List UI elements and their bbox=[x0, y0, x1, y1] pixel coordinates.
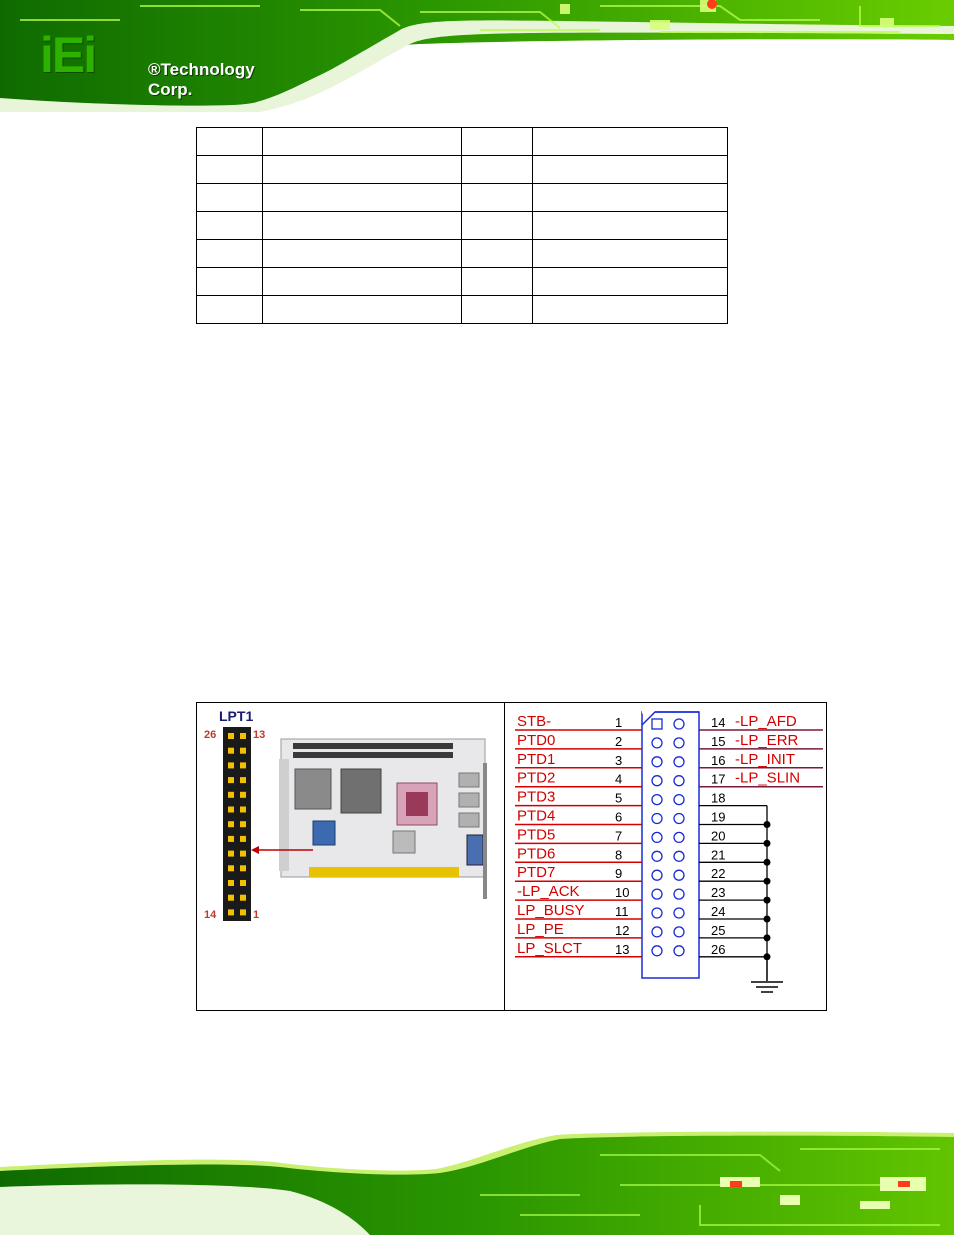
header-pin bbox=[240, 821, 246, 827]
connector-pin bbox=[674, 795, 684, 805]
table-cell bbox=[462, 268, 533, 296]
table-cell bbox=[263, 128, 462, 156]
lpt-schematic-panel bbox=[505, 703, 827, 1010]
table-cell bbox=[533, 184, 728, 212]
connector-pin bbox=[674, 908, 684, 918]
table-cell bbox=[197, 184, 263, 212]
header-pin bbox=[228, 851, 234, 857]
left-signal-name: PTD6 bbox=[517, 845, 556, 863]
connector-pin bbox=[674, 946, 684, 956]
header-pin bbox=[240, 895, 246, 901]
right-pin-number: 14 bbox=[711, 715, 726, 730]
right-pin-number: 18 bbox=[711, 790, 726, 806]
table-cell bbox=[263, 268, 462, 296]
left-signal-name: -LP_ACK bbox=[517, 883, 580, 901]
table-row bbox=[197, 296, 728, 324]
connector-pin bbox=[674, 719, 684, 729]
connector-pin bbox=[674, 738, 684, 748]
connector-pin bbox=[652, 927, 662, 937]
header-pin bbox=[228, 792, 234, 798]
pin-label-26: 26 bbox=[204, 729, 217, 741]
connector-pin bbox=[674, 889, 684, 899]
header-pin bbox=[228, 807, 234, 813]
header-pin bbox=[228, 762, 234, 768]
right-signal-name: -LP_ERR bbox=[735, 731, 799, 749]
table-cell bbox=[197, 128, 263, 156]
right-pin-number: 22 bbox=[711, 866, 726, 882]
table-cell bbox=[533, 128, 728, 156]
header-pin bbox=[228, 748, 234, 754]
ground-symbol bbox=[751, 958, 783, 992]
connector-pin bbox=[652, 870, 662, 880]
circuit-footer-graphic bbox=[0, 1125, 954, 1235]
right-pin-number: 17 bbox=[711, 771, 726, 787]
table-cell bbox=[197, 156, 263, 184]
table-cell bbox=[462, 212, 533, 240]
connector-pin bbox=[674, 757, 684, 767]
table-cell bbox=[197, 296, 263, 324]
table-cell bbox=[462, 240, 533, 268]
header-pin bbox=[240, 909, 246, 915]
left-pin-number: 13 bbox=[615, 941, 630, 957]
header-pin bbox=[228, 880, 234, 886]
connector-label: LPT1 bbox=[219, 708, 254, 724]
header-pin bbox=[228, 821, 234, 827]
iei-logo bbox=[40, 27, 300, 99]
table-cell bbox=[462, 184, 533, 212]
left-signal-name: STB- bbox=[517, 713, 552, 730]
right-pin-number: 16 bbox=[711, 752, 726, 768]
board-location-panel bbox=[197, 703, 504, 1010]
right-pin-number: 19 bbox=[711, 809, 726, 825]
left-pin-number: 5 bbox=[615, 790, 623, 806]
connector-pin bbox=[674, 927, 684, 937]
connector-location-figure bbox=[196, 702, 827, 1011]
table-cell bbox=[533, 240, 728, 268]
header-pin bbox=[240, 762, 246, 768]
table-row bbox=[197, 156, 728, 184]
header-pin bbox=[228, 895, 234, 901]
left-pin-number: 6 bbox=[615, 809, 623, 825]
table-cell bbox=[533, 212, 728, 240]
pin-label-1: 1 bbox=[253, 909, 260, 921]
header-pin bbox=[228, 733, 234, 739]
table-row bbox=[197, 268, 728, 296]
table-row bbox=[197, 212, 728, 240]
left-pin-number: 1 bbox=[615, 715, 623, 730]
left-signal-name: LP_BUSY bbox=[517, 902, 585, 919]
right-pin-number: 20 bbox=[711, 828, 726, 844]
connector-pin bbox=[652, 946, 662, 956]
table-row bbox=[197, 184, 728, 212]
table-cell bbox=[533, 156, 728, 184]
table-cell bbox=[263, 184, 462, 212]
header-pin bbox=[240, 836, 246, 842]
left-pin-number: 8 bbox=[615, 847, 623, 863]
table-cell bbox=[263, 212, 462, 240]
sbc-board-image bbox=[251, 739, 487, 899]
table-cell bbox=[197, 268, 263, 296]
right-pin-number: 24 bbox=[711, 904, 726, 919]
connector-pin bbox=[674, 814, 684, 824]
header-pin bbox=[228, 777, 234, 783]
table-cell bbox=[462, 296, 533, 324]
header-pin bbox=[240, 733, 246, 739]
header-pin bbox=[240, 880, 246, 886]
table-row bbox=[197, 240, 728, 268]
page-footer bbox=[0, 1125, 954, 1235]
connector-pin bbox=[652, 908, 662, 918]
connector-pin bbox=[652, 814, 662, 824]
left-pin-number: 10 bbox=[615, 885, 630, 901]
table-header-row bbox=[197, 128, 728, 156]
connector-outline bbox=[642, 712, 699, 978]
table-cell bbox=[462, 156, 533, 184]
connector-pin bbox=[652, 738, 662, 748]
header-pin bbox=[240, 865, 246, 871]
table-cell bbox=[533, 296, 728, 324]
left-pin-number: 3 bbox=[615, 752, 623, 768]
connector-pin bbox=[652, 832, 662, 842]
right-pin-number: 15 bbox=[711, 733, 726, 749]
connector-pin-square bbox=[652, 719, 662, 729]
left-pin-number: 4 bbox=[615, 771, 623, 787]
left-signal-name: PTD3 bbox=[517, 788, 556, 806]
header-pin bbox=[228, 909, 234, 915]
left-signal-name: PTD4 bbox=[517, 807, 556, 825]
connector-pin bbox=[674, 832, 684, 842]
left-signal-name: PTD2 bbox=[517, 769, 556, 787]
connector-pin bbox=[652, 889, 662, 899]
left-pin-number: 9 bbox=[615, 866, 623, 882]
right-signal-name: -LP_AFD bbox=[735, 713, 797, 730]
right-signal-name: -LP_SLIN bbox=[735, 769, 801, 787]
left-signal-name: PTD7 bbox=[517, 864, 556, 882]
pin-label-13: 13 bbox=[253, 729, 266, 741]
table-cell bbox=[263, 240, 462, 268]
right-pin-number: 23 bbox=[711, 885, 726, 901]
header-pin bbox=[240, 792, 246, 798]
connector-pin bbox=[674, 851, 684, 861]
right-signal-name: -LP_INIT bbox=[735, 750, 796, 768]
header-pin bbox=[240, 748, 246, 754]
pin-label-14: 14 bbox=[204, 909, 217, 921]
connector-pin bbox=[652, 776, 662, 786]
left-pin-number: 2 bbox=[615, 733, 623, 749]
pinout-table bbox=[196, 127, 728, 324]
table-cell bbox=[533, 268, 728, 296]
header-pin bbox=[240, 807, 246, 813]
connector-pin bbox=[652, 851, 662, 861]
table-cell bbox=[263, 296, 462, 324]
logo-mark: iEi bbox=[40, 27, 96, 83]
lpt1-pin-header bbox=[223, 727, 251, 921]
left-pin-number: 7 bbox=[615, 828, 623, 844]
page-header bbox=[0, 0, 954, 112]
left-signal-name: PTD5 bbox=[517, 826, 556, 844]
table-cell bbox=[197, 212, 263, 240]
connector-pin bbox=[674, 776, 684, 786]
connector-pin bbox=[652, 795, 662, 805]
header-pin bbox=[240, 777, 246, 783]
left-signal-name: LP_PE bbox=[517, 920, 564, 938]
header-pin bbox=[228, 865, 234, 871]
left-signal-name: PTD0 bbox=[517, 731, 556, 749]
left-pin-number: 11 bbox=[615, 904, 629, 919]
header-pin bbox=[240, 851, 246, 857]
right-pin-number: 21 bbox=[711, 847, 726, 863]
right-pin-number: 25 bbox=[711, 922, 726, 938]
table-cell bbox=[462, 128, 533, 156]
logo-company-name: ®Technology Corp. bbox=[148, 60, 255, 99]
left-signal-name: LP_SLCT bbox=[517, 939, 583, 957]
table-cell bbox=[197, 240, 263, 268]
left-pin-number: 12 bbox=[615, 922, 630, 938]
table-cell bbox=[263, 156, 462, 184]
connector-pin bbox=[674, 870, 684, 880]
header-pin bbox=[228, 836, 234, 842]
connector-pin bbox=[652, 757, 662, 767]
right-pin-number: 26 bbox=[711, 941, 726, 957]
left-signal-name: PTD1 bbox=[517, 750, 556, 768]
